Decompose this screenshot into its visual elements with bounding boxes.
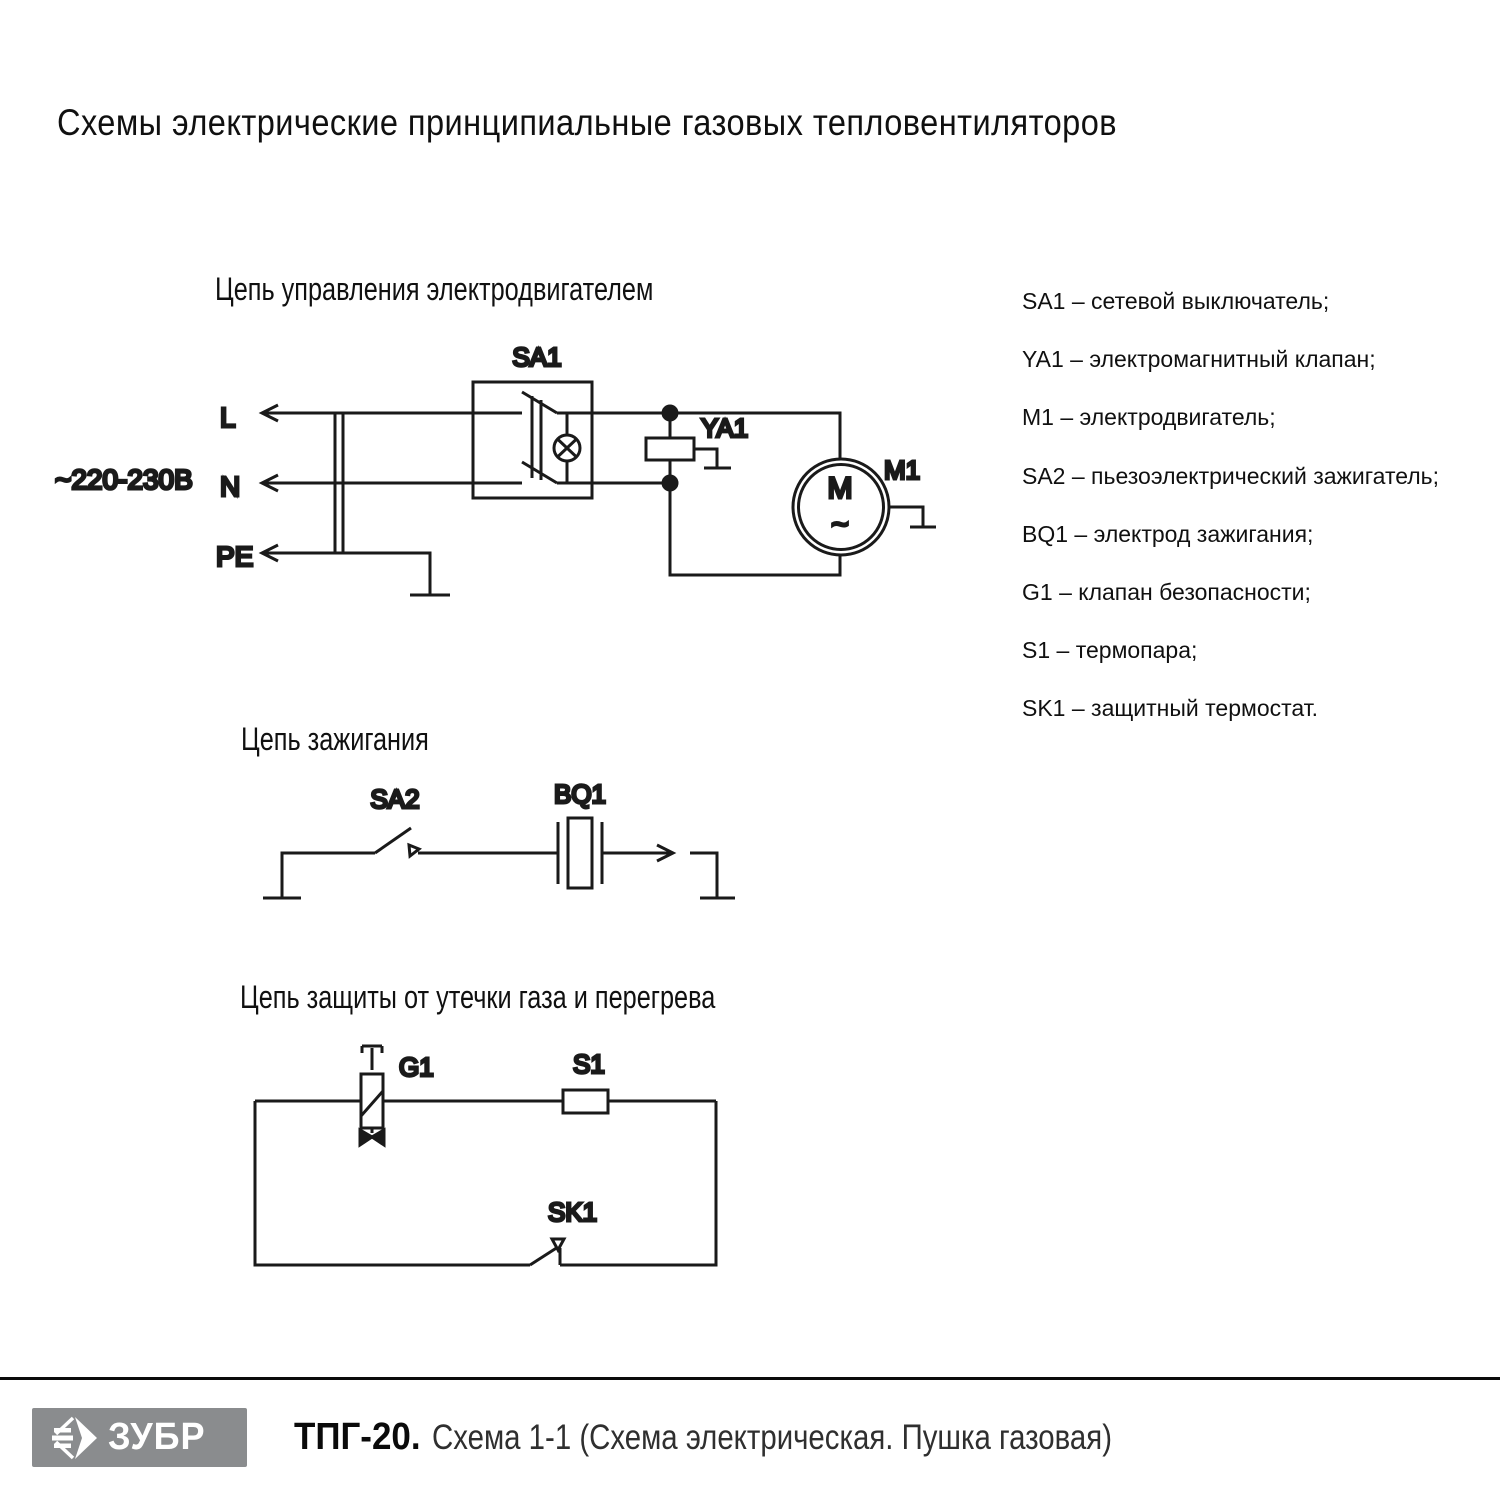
g1-valve-body	[361, 1074, 383, 1128]
g1-valve-bowtie	[372, 1130, 384, 1145]
legend-item: SA1 – сетевой выключатель;	[1022, 288, 1330, 314]
footer-caption: Схема 1-1 (Схема электрическая. Пушка газовая)	[431, 1418, 1112, 1457]
label-ya1: YA1	[701, 413, 749, 443]
label-sa2: SA2	[370, 784, 420, 814]
label-voltage: ~220-230В	[55, 464, 193, 495]
legend-item: S1 – термопара;	[1022, 637, 1198, 664]
sk1-switch-blade	[530, 1247, 558, 1265]
label-l: L	[220, 402, 236, 433]
label-n: N	[220, 471, 241, 502]
legend-item: G1 – клапан безопасности;	[1022, 579, 1311, 606]
legend-item: SA2 – пьезоэлектрический зажигатель;	[1022, 462, 1440, 489]
junction-dot	[663, 406, 677, 420]
legend-item: M1 – электродвигатель;	[1022, 404, 1276, 431]
zubr-logo-icon	[48, 1414, 100, 1462]
label-m1: M1	[884, 455, 921, 485]
sa1-coupling-lines	[532, 396, 541, 480]
footer-divider	[0, 1377, 1500, 1380]
g1-top-stem	[362, 1046, 382, 1070]
motor-letter: М	[827, 472, 853, 505]
circuit2-wires	[282, 853, 717, 898]
circuit1-title: Цепь управления электродвигателем	[215, 271, 654, 307]
label-g1: G1	[399, 1052, 434, 1082]
label-pe: PE	[216, 541, 254, 572]
sa1-lamp-cross	[558, 413, 576, 483]
legend-item: YA1 – электромагнитный клапан;	[1022, 346, 1376, 373]
junction-dot	[663, 476, 677, 490]
circuit2-diagram	[263, 779, 735, 898]
circuit3-wires	[255, 1101, 716, 1265]
footer-caption-line	[294, 1416, 1241, 1459]
circuit3-diagram	[255, 1046, 716, 1265]
legend-item: SK1 – защитный термостат.	[1022, 695, 1319, 722]
sa2-contact-triangle	[409, 845, 419, 856]
motor-ac-sign: ~	[831, 508, 849, 541]
circuit1-diagram	[55, 342, 936, 595]
label-bq1: BQ1	[553, 779, 607, 809]
ya1-coil	[646, 438, 694, 460]
footer-model: ТПГ-20.	[294, 1416, 421, 1458]
page-title: Схемы электрические принципиальные газовых тепловентиляторов	[57, 102, 1118, 143]
brand-name: ЗУБР	[108, 1416, 206, 1458]
brand-logo	[32, 1408, 247, 1467]
g1-valve-diagonal	[361, 1091, 383, 1116]
label-sa1: SA1	[512, 342, 562, 372]
circuit3-title: Цепь защиты от утечки газа и перегрева	[240, 979, 716, 1015]
sa2-switch-blade	[375, 828, 411, 853]
label-sk1: SK1	[548, 1197, 598, 1227]
legend	[1022, 272, 1439, 738]
bq1-electrode-bars	[558, 822, 602, 884]
bq1-electrode-body	[568, 818, 592, 888]
circuit2-title: Цепь зажигания	[241, 721, 429, 757]
legend-item: BQ1 – электрод зажигания;	[1022, 520, 1314, 547]
s1-thermocouple	[563, 1090, 608, 1113]
label-s1: S1	[573, 1049, 605, 1079]
